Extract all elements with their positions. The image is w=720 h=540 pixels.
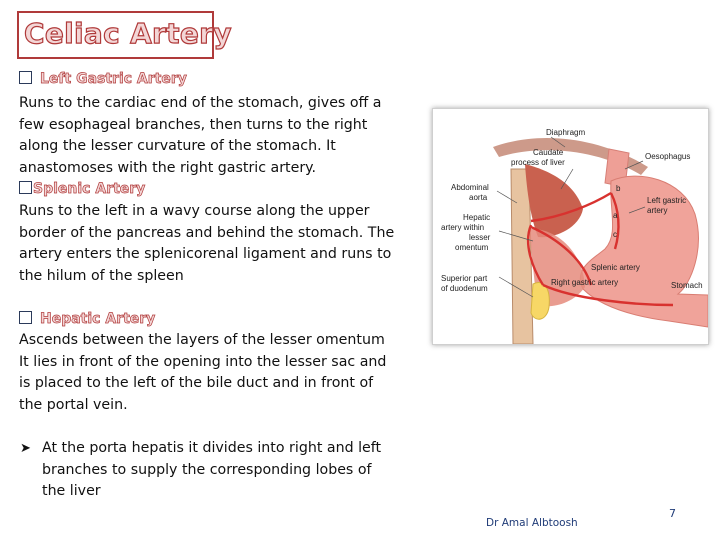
splenic-heading bbox=[19, 181, 145, 197]
left-gastric-heading bbox=[19, 71, 187, 87]
label-stomach: Stomach bbox=[671, 281, 703, 290]
label-left-gastric: Left gastric bbox=[647, 196, 687, 205]
checkbox-bullet-icon bbox=[19, 181, 32, 194]
label-oesophagus: Oesophagus bbox=[645, 152, 691, 161]
label-hepatic-4: omentum bbox=[455, 243, 489, 252]
label-diaphragm: Diaphragm bbox=[546, 128, 586, 137]
label-hepatic-2: artery within bbox=[441, 223, 485, 232]
label-right-gastric: Right gastric artery bbox=[551, 278, 619, 287]
checkbox-bullet-icon bbox=[19, 311, 32, 324]
label-letter-c: c bbox=[613, 230, 617, 239]
label-abdominal-aorta-2: aorta bbox=[469, 193, 488, 202]
hepatic-heading bbox=[19, 311, 155, 327]
anatomy-figure bbox=[432, 108, 709, 345]
checkbox-bullet-icon bbox=[19, 71, 32, 84]
label-superior-duodenum: Superior part bbox=[441, 274, 488, 283]
footer-author: Dr Amal Albtoosh bbox=[486, 517, 578, 529]
caudate-lobe-shape bbox=[525, 164, 583, 237]
left-gastric-heading-label: Left Gastric Artery bbox=[40, 71, 187, 87]
hepatic-bullet-text: At the porta hepatis it divides into right and left branches to supply the corresponding lobes of the liver bbox=[42, 440, 382, 500]
label-superior-duodenum-2: of duodenum bbox=[441, 284, 488, 293]
left-gastric-text: Runs to the cardiac end of the stomach, gives off a few esophageal branches, then turns to the right along the lesser curvature of the stomach. It anastomoses with the right gastric artery. bbox=[19, 95, 382, 176]
label-hepatic-3: lesser bbox=[469, 233, 491, 242]
label-left-gastric-2: artery bbox=[647, 206, 668, 215]
label-abdominal-aorta: Abdominal bbox=[451, 183, 489, 192]
splenic-text: Runs to the left in a wavy course along the upper border of the pancreas and behind the stomach. The artery enters the splenicorenal ligament and runs to the hilum of the spleen bbox=[19, 203, 395, 284]
label-letter-b: b bbox=[616, 184, 621, 193]
label-caudate-2: process of liver bbox=[511, 158, 565, 167]
label-splenic-artery: Splenic artery bbox=[591, 263, 640, 272]
page-number: 7 bbox=[669, 507, 676, 520]
splenic-heading-label: Splenic Artery bbox=[33, 181, 146, 197]
slide-title: Celiac Artery bbox=[24, 17, 232, 50]
hepatic-text: Ascends between the layers of the lesser omentum It lies in front of the opening into the lesser sac and is placed to the left of the bile duct and in front of the portal vein. bbox=[19, 332, 387, 413]
hepatic-heading-label: Hepatic Artery bbox=[40, 311, 156, 327]
celiac-trunk-illustration bbox=[433, 109, 708, 344]
label-letter-a: a bbox=[613, 211, 618, 220]
duodenum-shape bbox=[531, 283, 549, 320]
label-hepatic: Hepatic bbox=[463, 213, 491, 222]
label-caudate: Caudate bbox=[533, 148, 564, 157]
arrow-bullet-icon: ➤ bbox=[20, 441, 31, 456]
hepatic-bullet bbox=[19, 438, 399, 503]
